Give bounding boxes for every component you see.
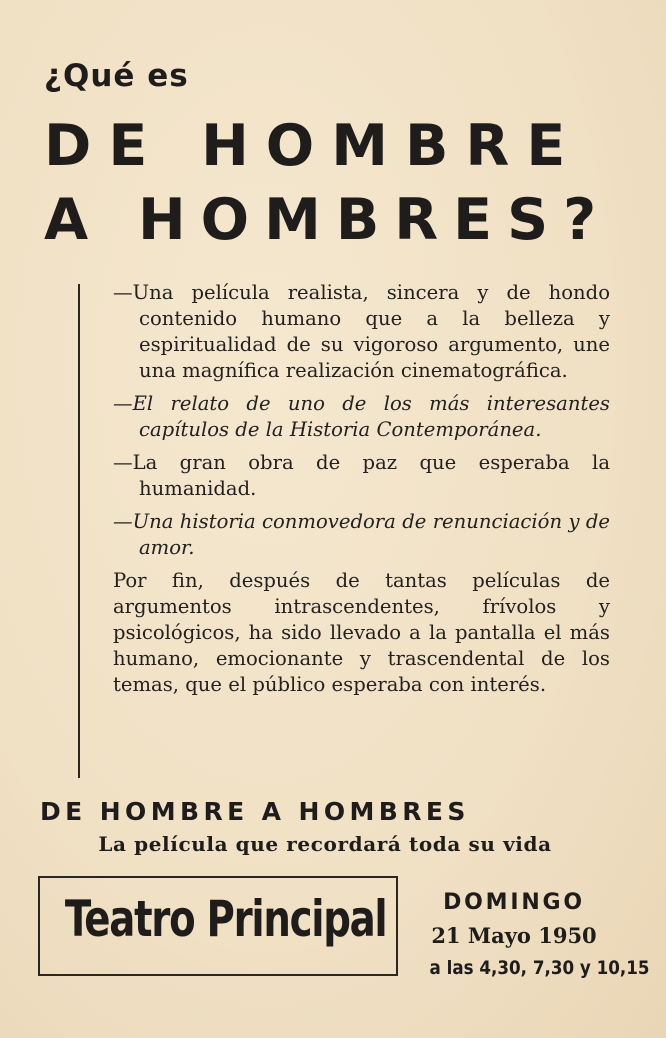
question-heading: ¿Qué es (44, 58, 189, 94)
paragraph-5: Por fin, después de tantas películas de argumentos intrascendentes, frívolos y psicológicos, ha sido llevado a la pantalla el más humano, emocionante y trascendental de los temas, que el público esperaba con interés. (113, 569, 610, 696)
screening-times: a las 4,30, 7,30 y 10,15 (429, 957, 650, 979)
description-text (113, 280, 610, 705)
paragraph-1: —Una película realista, sincera y de hondo contenido humano que a la belleza y espiritualidad de su vigoroso argumento, une una magnífica realización cinematográfica. (113, 281, 610, 382)
screening-day: DOMINGO (443, 890, 585, 915)
paragraph-2: —El relato de uno de los más interesantes capítulos de la Historia Contemporánea. (113, 392, 610, 441)
vertical-rule (78, 284, 80, 778)
paragraph-4: —Una historia conmovedora de renunciación y de amor. (113, 510, 610, 559)
tagline: La película que recordará toda su vida (98, 832, 552, 856)
screening-date: 21 Mayo 1950 (431, 923, 597, 948)
film-title: DE HOMBRE A HOMBRES (40, 797, 470, 826)
theatre-box (38, 876, 398, 976)
paragraph-3: —La gran obra de paz que esperaba la humanidad. (113, 451, 610, 500)
title-line-1: DE HOMBRE (44, 113, 583, 179)
title-line-2: A HOMBRES? (44, 187, 612, 253)
theatre-name: Teatro Principal (64, 890, 387, 948)
